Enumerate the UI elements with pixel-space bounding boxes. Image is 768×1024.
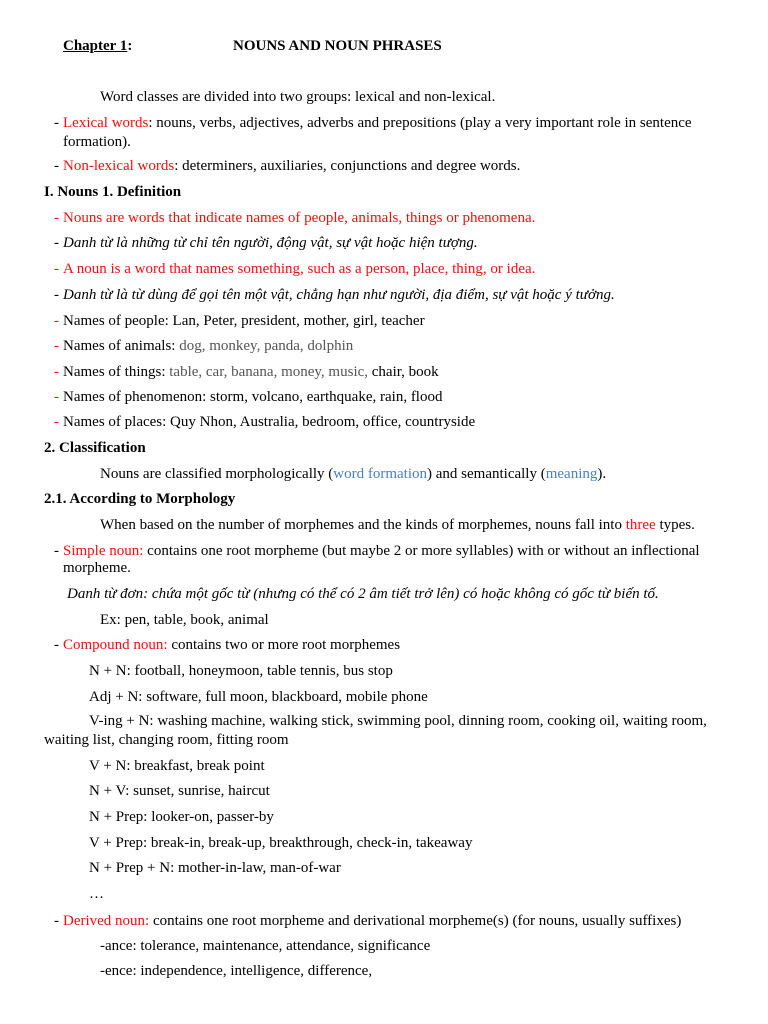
simple-noun-term: Simple noun: — [63, 543, 144, 559]
derived-noun-term: Derived noun: — [63, 913, 150, 929]
chapter-title: NOUNS AND NOUN PHRASES — [233, 38, 442, 54]
document-page: Chapter 1: NOUNS AND NOUN PHRASES Word classes are divided into two groups: lexical and non-lexical. - Lexical words: nouns, verbs, adjectives, adverbs and prepositions (play a very important role in sentence formation). - Non-lexical words: determiners, auxiliaries, conjunctions and degree words. I. Nouns 1. Definition - Nouns are words that indicate names of people, animals, things or phenomena. - Danh từ là những từ chỉ tên người, động vật, sự vật hoặc hiện tượng. - A noun is a word that names something, such as a person, place, thing, or idea. - Danh từ là từ dùng để gọi tên một vật, chẳng hạn như người, địa điểm, sự vật hoặc ý tưởng. - Names of people: Lan, Peter, president, mother, girl, teacher - Names of animals: dog, monkey, panda, dolphin - Names of things: table, car, banana, money, music, chair, book - Names of phenomenon: storm, volcano, earthquake, rain, flood - Names of places: Quy Nhon, Australia, bedroom, office, countryside 2. Classification Nouns are classified morphologically (word formation) and semantically (meaning). 2.1. According to Morphology When based on the number of morphemes and the kinds of morphemes, nouns fall into three types. - Simple noun: contains one root morpheme (but maybe 2 or more syllables) with or without an inflectional morpheme. Danh từ đơn: chứa một gốc từ (nhưng có thể có 2 âm tiết trở lên) có hoặc không có gốc từ biến tố. Ex: pen, table, book, animal - Compound noun: contains two or more root morphemes N + N: football, honeymoon, table tennis, bus stop Adj + N: software, full moon, blackboard, mobile phone V-ing + N: washing machine, walking stick, swimming pool, dinning room, cooking oil, waiting room, waiting list, changing room, fitting room V + N: breakfast, break point N + V: sunset, sunrise, haircut N + Prep: looker-on, passer-by V + Prep: break-in, break-up, breakthrough, check-in, takeaway N + Prep + N: mother-in-law, man-of-war … - Derived noun: contains one root morpheme and derivational morpheme(s) (for nouns, usually suffixes) -ance: tolerance, maintenance, attendance, significance -ence: independence, intelligence, difference, — [44, 38, 707, 979]
chapter-label: Chapter 1 — [63, 38, 128, 54]
compound-noun-term: Compound noun: — [63, 637, 168, 653]
chapter-colon: : — [127, 38, 133, 54]
term-meaning: meaning — [545, 466, 598, 482]
term-word-formation: word formation — [333, 466, 428, 482]
lexical-term: Lexical words — [63, 115, 149, 131]
nonlexical-term: Non-lexical words — [63, 158, 175, 174]
